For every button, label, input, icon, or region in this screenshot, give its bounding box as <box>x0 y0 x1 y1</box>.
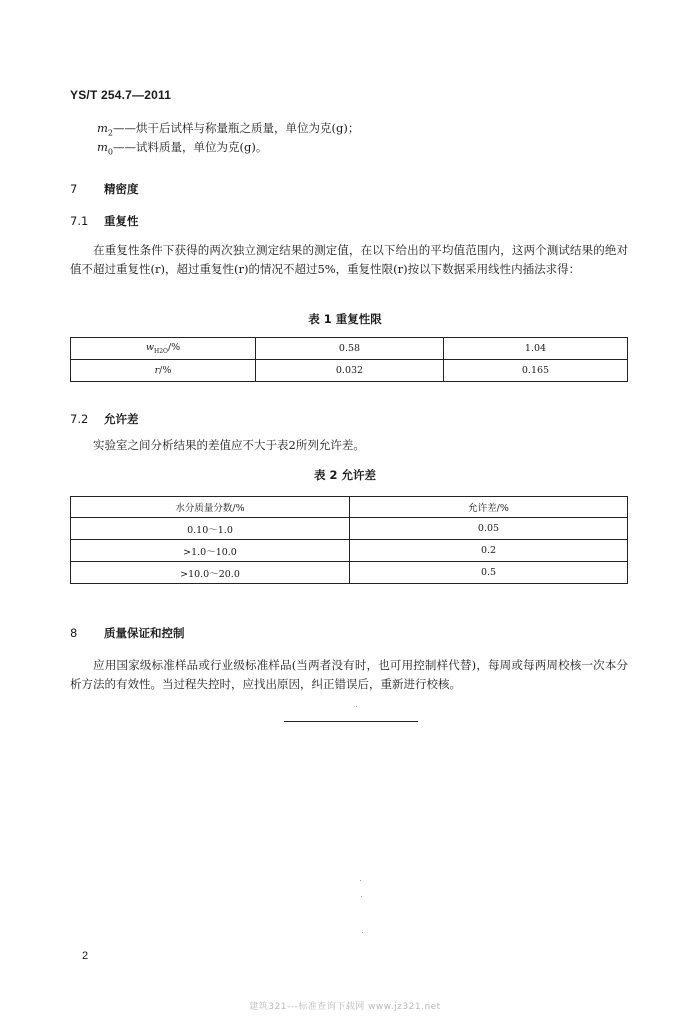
section-title: 允许差 <box>104 412 139 426</box>
table-cell: 0.05 <box>350 518 628 540</box>
table-cell: 0.165 <box>444 360 628 382</box>
repeatability-table <box>70 337 628 382</box>
section-number: 7.2 <box>70 412 89 426</box>
definition-text: ——烘干后试样与称量瓶之质量，单位为克(g)； <box>113 121 360 135</box>
paragraph-text: 实验室之间分析结果的差值应不大于表2所列允许差。 <box>93 438 365 452</box>
symbol: m <box>97 140 108 154</box>
table-cell: 0.58 <box>256 338 444 360</box>
table-cell: >10.0～20.0 <box>71 562 350 584</box>
table-cell: 0.032 <box>256 360 444 382</box>
quality-control-paragraph <box>70 656 628 694</box>
page-number: 2 <box>82 950 89 962</box>
scan-speck <box>360 880 361 881</box>
section-number: 8 <box>70 626 78 640</box>
table-cell: 0.2 <box>350 540 628 562</box>
section-7-1-heading <box>70 213 139 229</box>
paragraph-text: 应用国家级标准样品或行业级标准样品(当两者没有时，也可用控制样代替)，每周或每两周校核一次本分析方法的有效性。当过程失控时，应找出原因，纠正错误后，重新进行校核。 <box>70 658 628 691</box>
table-cell: 0.10～1.0 <box>71 518 350 540</box>
table-1-caption: 表 1 重复性限 <box>308 312 382 326</box>
section-number: 7 <box>70 182 78 196</box>
table-cell: 0.5 <box>350 562 628 584</box>
row-label: $w_{H2O}/\%$ <box>71 338 256 360</box>
row-label: r/% <box>71 360 256 382</box>
definition-text: ——试料质量，单位为克(g)。 <box>113 140 268 154</box>
scan-speck <box>361 896 362 897</box>
table-row <box>71 338 628 360</box>
table-row <box>71 360 628 382</box>
table-row <box>71 518 628 540</box>
document-code-header: YS/T 254.7—2011 <box>70 88 172 102</box>
table-row <box>71 562 628 584</box>
scan-speck <box>356 706 357 707</box>
definition-m2 <box>97 120 359 137</box>
section-number: 7.1 <box>70 214 89 228</box>
symbol-subscript: 0 <box>107 147 113 157</box>
definition-m0 <box>97 139 267 156</box>
end-rule <box>284 721 418 722</box>
section-title: 精密度 <box>104 182 139 196</box>
column-header: 允许差/% <box>350 497 628 518</box>
repeatability-paragraph <box>70 241 628 279</box>
section-7-2-heading <box>70 411 139 427</box>
section-7-heading <box>70 181 139 197</box>
symbol: m <box>97 121 108 135</box>
tolerance-paragraph <box>70 436 628 455</box>
symbol-subscript: 2 <box>107 128 113 138</box>
scan-speck <box>362 932 363 933</box>
paragraph-text: 在重复性条件下获得的两次独立测定结果的测定值，在以下给出的平均值范围内，这两个测试结果的绝对值不超过重复性(r)，超过重复性(r)的情况不超过5%，重复性限(r)按以下数据采用线性内插法求得： <box>70 243 628 276</box>
table-row <box>71 540 628 562</box>
table-cell: >1.0～10.0 <box>71 540 350 562</box>
section-title: 质量保证和控制 <box>104 626 185 640</box>
table-2-caption: 表 2 允许差 <box>313 468 376 482</box>
column-header: 水分质量分数/% <box>71 497 350 518</box>
section-8-heading <box>70 625 185 641</box>
watermark-footer: 建筑321---标准查询下载网 www.jz321.net <box>249 1002 441 1012</box>
section-title: 重复性 <box>104 214 139 228</box>
table-cell: 1.04 <box>444 338 628 360</box>
table-header-row <box>71 497 628 518</box>
tolerance-table <box>70 496 628 584</box>
